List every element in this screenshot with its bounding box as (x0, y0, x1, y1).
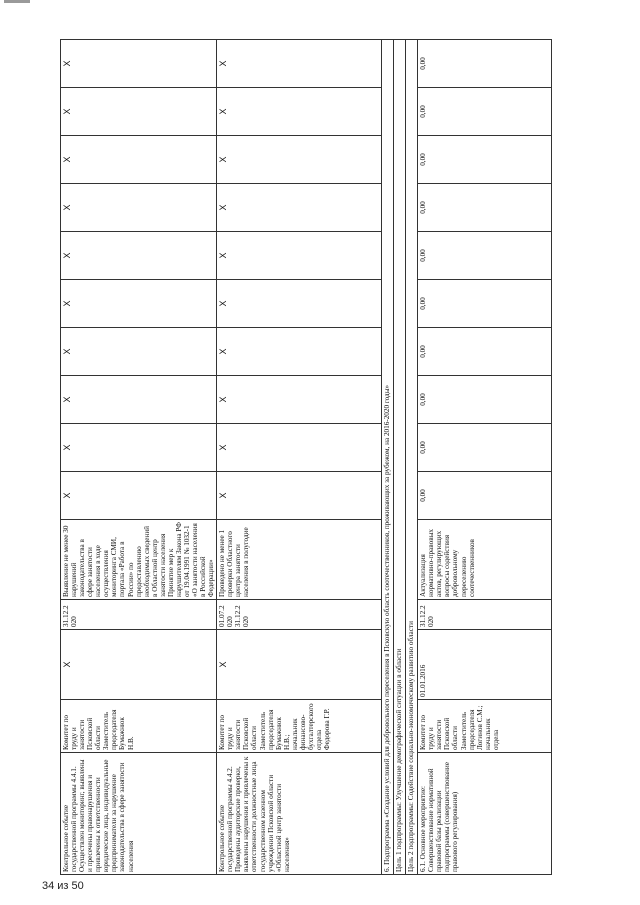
value-cell: X (217, 472, 382, 520)
table-row (61, 40, 217, 875)
amount-cell: 0,00 (418, 280, 552, 328)
page-number: 34 из 50 (42, 880, 84, 892)
value-cell: X (61, 88, 217, 136)
goal-row (394, 40, 406, 875)
value-cell: X (61, 136, 217, 184)
value-cell: X (61, 424, 217, 472)
start-date: 01.07.2020 (218, 605, 235, 627)
value-cell: X (61, 472, 217, 520)
start-date-cell: 01.01.2016 (418, 630, 552, 700)
subprogram-task: Цель 2 подпрограммы: Содействие социально-экономическому развитию области (406, 40, 418, 875)
amount-cell: 0,00 (418, 376, 552, 424)
responsible-cell: Комитет по труду и занятости Псковской области Заместитель председателя Логинов С.М.; начальник отдела (418, 700, 552, 753)
subprogram-row (382, 40, 394, 875)
rotated-table-container (60, 40, 500, 875)
amount-cell: 0,00 (418, 232, 552, 280)
amount-cell: 0,00 (418, 184, 552, 232)
subprogram-goal: Цель 1 подпрограммы: Улучшение демографической ситуации в области (394, 40, 406, 875)
end-date: 31.12.2020 (234, 605, 251, 627)
amount-cell: 0,00 (418, 424, 552, 472)
value-cell: X (217, 424, 382, 472)
value-cell: X (61, 376, 217, 424)
value-cell: X (217, 88, 382, 136)
value-cell: X (217, 280, 382, 328)
date-range-cell (217, 600, 382, 630)
start-mark-cell: X (217, 630, 382, 700)
event-name-cell: Контрольное событие государственной программы 4.4.2. Проведены аудиторские проверки, выявлены нарушения и привлечены к ответственности должностные лица государственном казенном учреждении Псковской области «Областной центр занятости населения» (217, 753, 382, 875)
end-date-cell: 31.12.2020 (418, 600, 552, 630)
table-row (418, 40, 552, 875)
result-cell: Выявление не менее 30 нарушений законодательства в сфере занятости населения в ходе осуществления мониторинга СМИ, портала «Работа в России» по предоставлению необходимых сведений в Областной центр занятости населения Принятие мер к нарушителям Закона РФ от 19.04.1991 № 1032-1 «О занятости населения в Российской Федерации» (61, 520, 217, 600)
value-cell: X (217, 376, 382, 424)
end-date-cell: 31.12.2020 (61, 600, 217, 630)
responsible-cell: Комитет по труду и занятости Псковской области Заместитель председателя Бумажнюк Н.В.; начальник финансово-бухгалтерского отдела Федорова Г.Р. (217, 700, 382, 753)
table-row (217, 40, 382, 875)
value-cell: X (61, 40, 217, 88)
result-cell: Актуализация нормативно-правовых актов, регулирующих вопросы содействия добровольному переселению соотечественников (418, 520, 552, 600)
event-name-cell: 6.1. Основное мероприятие: Совершенствование нормативной правовой базы реализации подпрограммы (совершенствование правового регулирования) (418, 753, 552, 875)
subprogram-title: 6. Подпрограмма «Создание условий для добровольного переселения в Псковскую область соотечественников, проживающих за рубежом, на 2016-2020 годы» (382, 40, 394, 875)
value-cell: X (61, 280, 217, 328)
event-name-cell: Контрольное событие государственной программы 4.4.1. Осуществлен мониторинг, выявлены и пресечены правонарушения и привлечены к ответственности юридические лица, индивидуальные предприниматели за нарушение законодательства в сфере занятости населения (61, 753, 217, 875)
responsible-cell: Комитет по труду и занятости Псковской области Заместитель председателя Бумажнюк Н.В. (61, 700, 217, 753)
value-cell: X (217, 40, 382, 88)
start-date-cell: X (61, 630, 217, 700)
value-cell: X (61, 328, 217, 376)
value-cell: X (217, 232, 382, 280)
value-cell: X (61, 184, 217, 232)
amount-cell: 0,00 (418, 40, 552, 88)
value-cell: X (61, 232, 217, 280)
amount-cell: 0,00 (418, 328, 552, 376)
value-cell: X (217, 184, 382, 232)
amount-cell: 0,00 (418, 472, 552, 520)
program-table (60, 39, 552, 875)
task-row (406, 40, 418, 875)
value-cell: X (217, 136, 382, 184)
amount-cell: 0,00 (418, 88, 552, 136)
value-cell: X (217, 328, 382, 376)
result-cell: Проведено не менее 1 проверки Областного центра занятости населения в полугодие (217, 520, 382, 600)
rotated-page-area (60, 40, 500, 875)
amount-cell: 0,00 (418, 136, 552, 184)
scan-corner-mark (4, 0, 30, 3)
